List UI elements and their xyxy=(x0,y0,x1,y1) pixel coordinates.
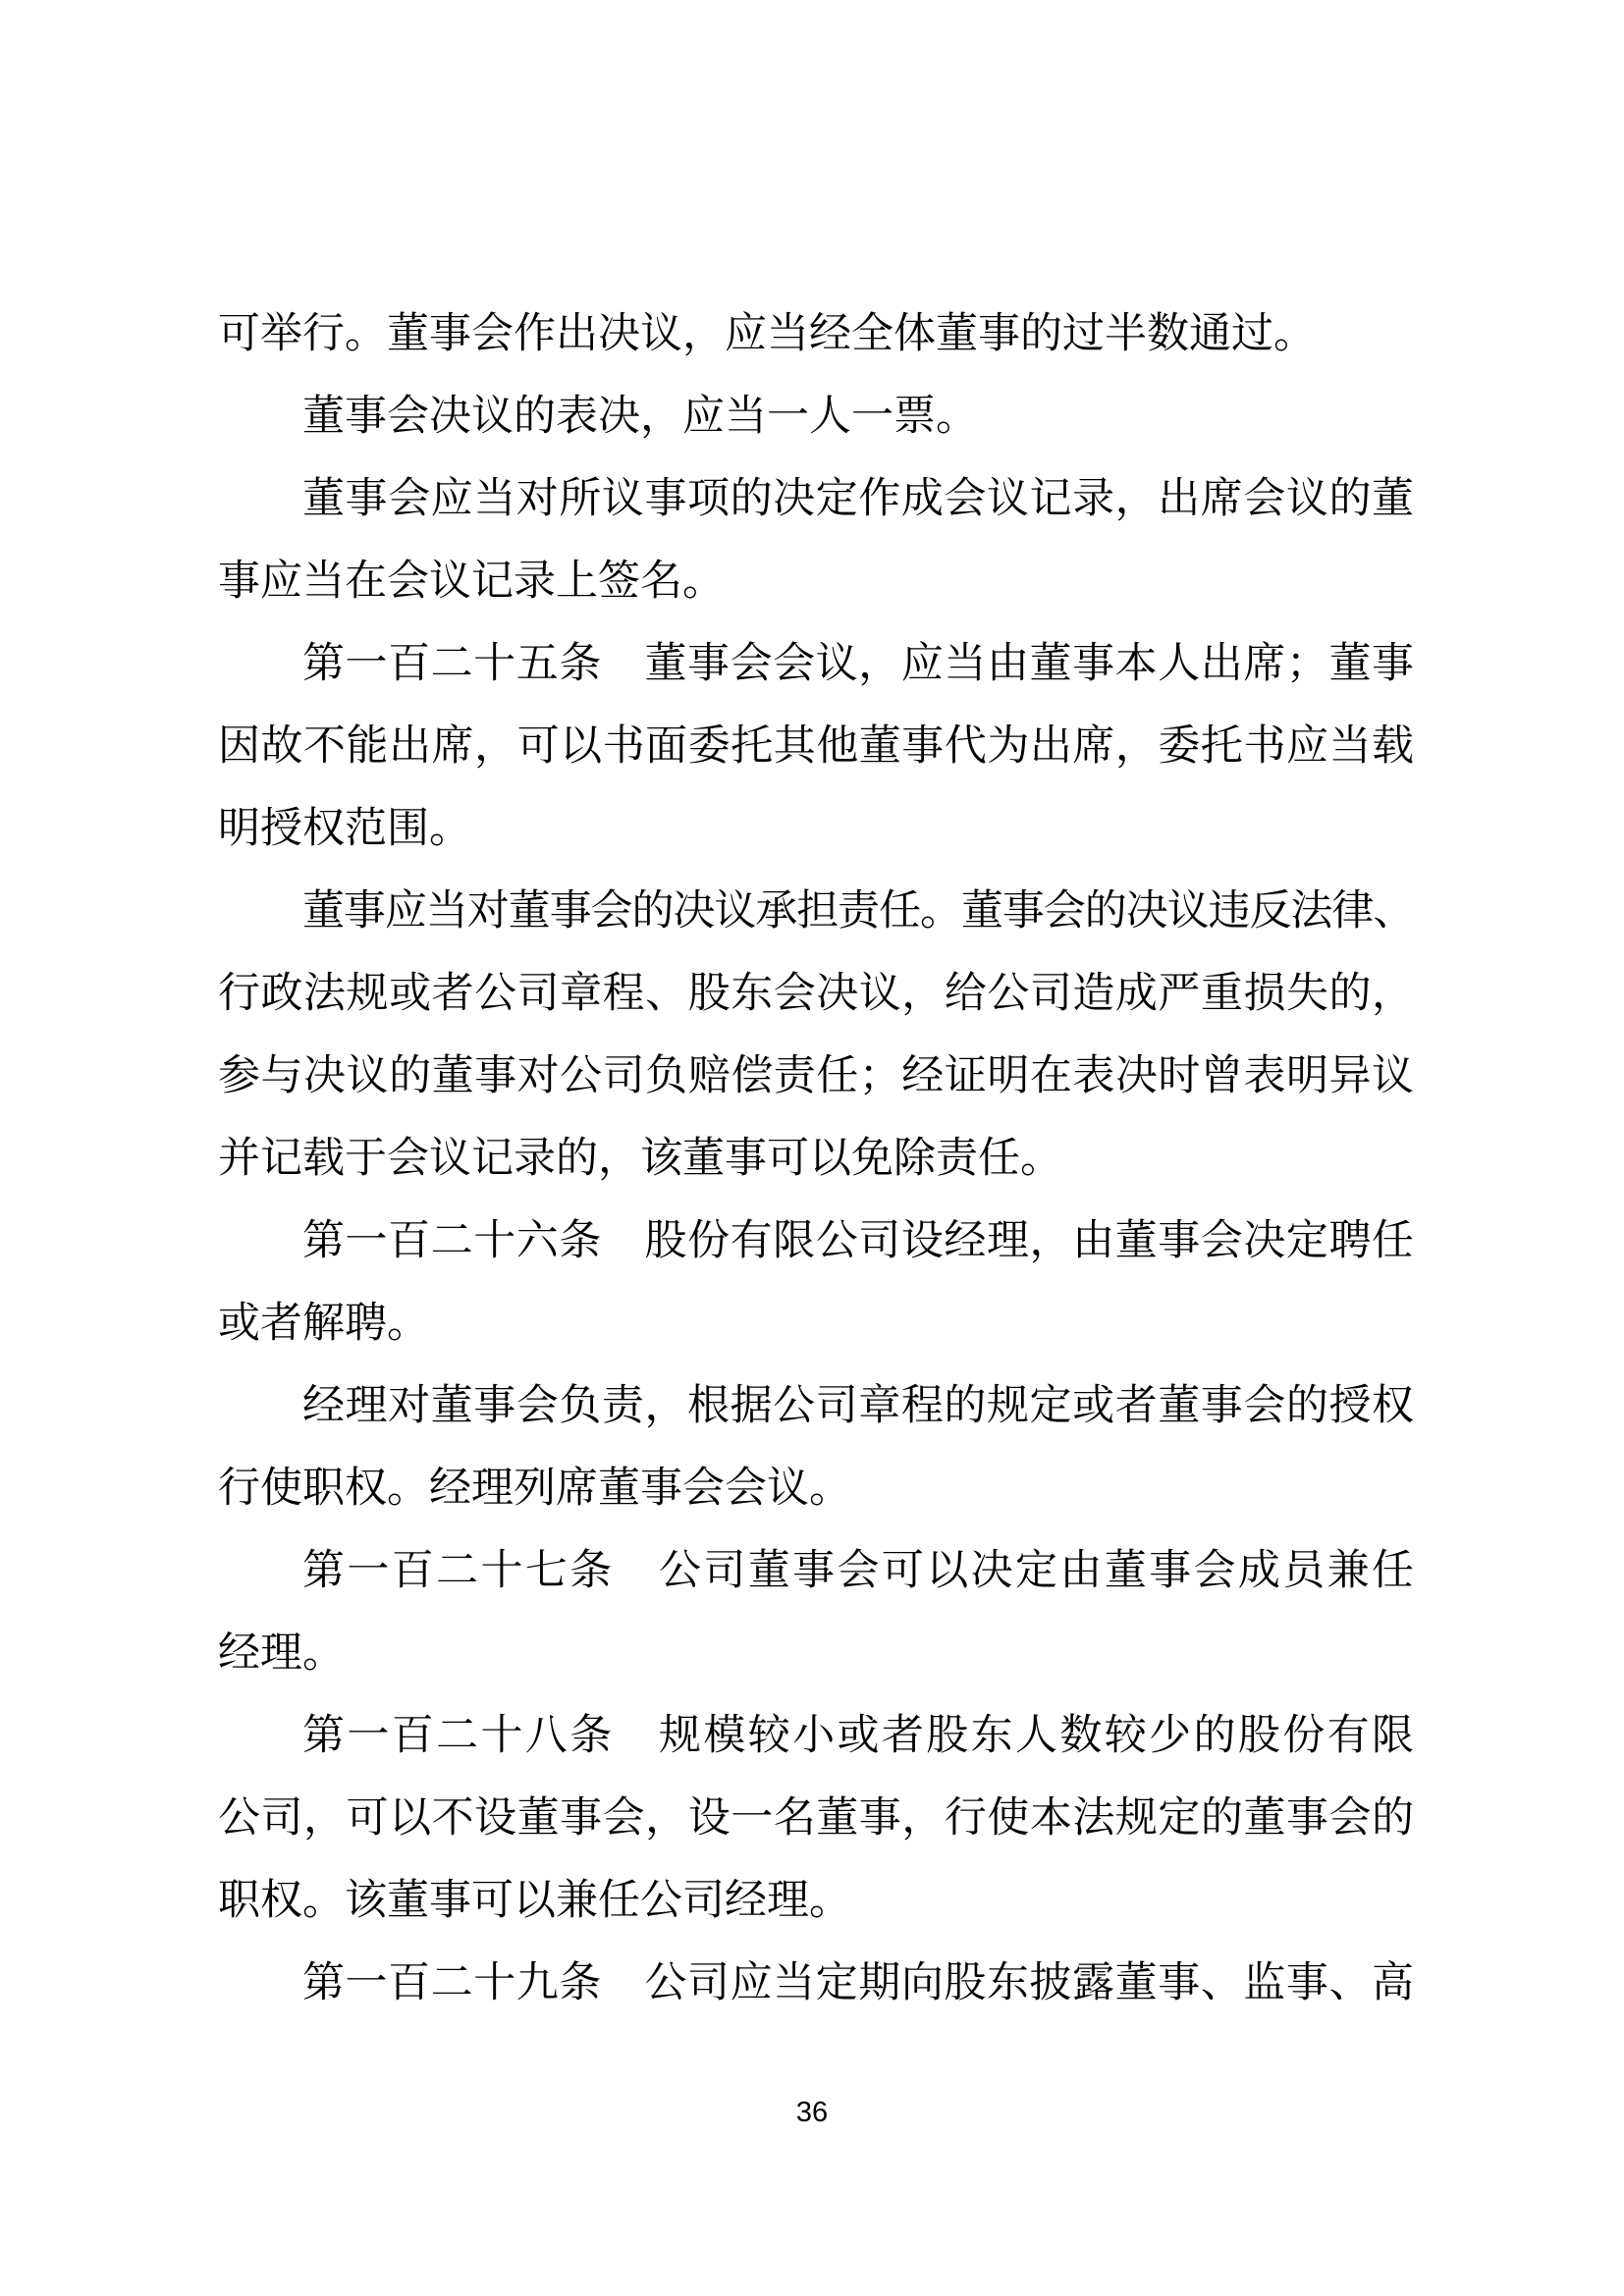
text-line: 明授权范围。 xyxy=(218,806,471,852)
page-number: 36 xyxy=(795,2097,829,2128)
text-line: 可举行。董事会作出决议，应当经全体董事的过半数通过。 xyxy=(218,311,1316,357)
text-line: 经理对董事会负责，根据公司章程的规定或者董事会的授权 xyxy=(302,1383,1414,1429)
text-line: 第一百二十五条 董事会会议，应当由董事本人出席；董事 xyxy=(302,641,1414,687)
text-line: 行使职权。经理列席董事会会议。 xyxy=(218,1466,851,1512)
text-line: 经理。 xyxy=(218,1630,345,1677)
text-line: 参与决议的董事对公司负赔偿责任；经证明在表决时曾表明异议 xyxy=(218,1053,1414,1099)
text-line: 事应当在会议记录上签名。 xyxy=(218,559,725,605)
text-line: 董事应当对董事会的决议承担责任。董事会的决议违反法律、 xyxy=(302,888,1414,934)
text-line: 董事会决议的表决，应当一人一票。 xyxy=(302,394,978,440)
text-line: 董事会应当对所议事项的决定作成会议记录，出席会议的董 xyxy=(302,476,1414,522)
text-line: 第一百二十八条 规模较小或者股东人数较少的股份有限 xyxy=(302,1713,1414,1759)
text-line: 第一百二十九条 公司应当定期向股东披露董事、监事、高 xyxy=(302,1960,1414,2006)
text-line: 公司，可以不设董事会，设一名董事，行使本法规定的董事会的 xyxy=(218,1795,1414,1842)
text-line: 行政法规或者公司章程、股东会决议，给公司造成严重损失的， xyxy=(218,971,1414,1017)
text-line: 第一百二十六条 股份有限公司设经理，由董事会决定聘任 xyxy=(302,1218,1414,1264)
text-line: 并记载于会议记录的，该董事可以免除责任。 xyxy=(218,1136,1062,1182)
text-line: 因故不能出席，可以书面委托其他董事代为出席，委托书应当载 xyxy=(218,723,1414,770)
text-block xyxy=(218,294,1414,2025)
text-line: 职权。该董事可以兼任公司经理。 xyxy=(218,1878,851,1924)
text-line: 或者解聘。 xyxy=(218,1301,429,1347)
text-line: 第一百二十七条 公司董事会可以决定由董事会成员兼任 xyxy=(302,1548,1414,1594)
